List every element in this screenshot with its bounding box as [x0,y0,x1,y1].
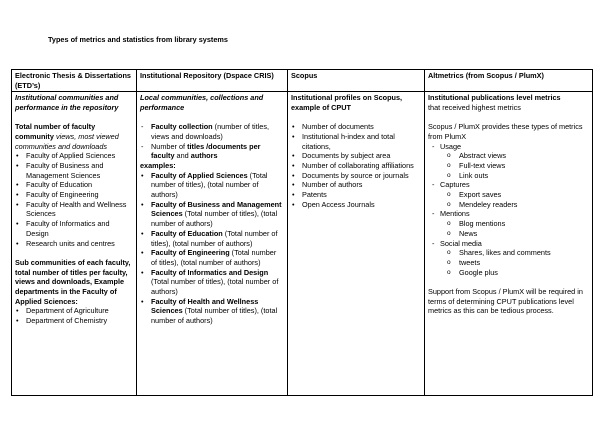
list-item: • Research units and centres [15,239,133,249]
list-item: o Export saves [428,190,589,200]
list-item: o Mendeley readers [428,200,589,210]
header-etd: Electronic Thesis & Dissertations (ETD’s) [12,70,137,92]
list-item: • Faculty of Applied Sciences [15,151,133,161]
altmetrics-paragraph-2: Support from Scopus / PlumX will be required in terms of determining CPUT publications level metrics as this can be tedious process. [428,287,583,316]
list-item: • Number of authors [291,180,421,190]
list-item: • Open Access Journals [291,200,421,210]
scopus-intro: Institutional profiles on Scopus, example of CPUT [291,93,403,112]
cell-etd [12,92,137,396]
altmetrics-intro-rest: that received highest metrics [428,102,521,112]
header-repository: Institutional Repository (Dspace CRIS) [137,70,288,92]
list-item: • Faculty of Informatics and Design [15,219,133,238]
list-item: - Mentions [428,209,589,219]
header-scopus: Scopus [288,70,425,92]
social-media-group [428,239,589,249]
list-item: • Faculty of Education [15,180,133,190]
repository-dash-list [140,122,284,161]
list-item: - Faculty collection (number of titles, views and downloads) [140,122,284,141]
altmetrics-paragraph-1: Scopus / PlumX provides these types of metrics from PlumX [428,122,583,141]
altmetrics-intro-bold: Institutional publications level metrics [428,93,561,102]
social-media-sub-list [428,248,589,277]
list-item: • Documents by subject area [291,151,421,161]
list-item: o News [428,229,589,239]
header-altmetrics: Altmetrics (from Scopus / PlumX) [425,70,593,92]
repository-faculty-list [140,171,284,326]
list-item: • Faculty of Business and Management Sciences [15,161,133,180]
content-row [12,92,593,396]
metrics-table [11,69,593,396]
list-item: • Faculty of Engineering [15,190,133,200]
list-item: • Faculty of Engineering (Total number of titles), (total number of authors) [140,248,284,267]
list-item: o Blog mentions [428,219,589,229]
etd-faculty-list [15,151,133,248]
list-item: • Faculty of Informatics and Design (Total number of titles), (total number of authors) [140,268,284,297]
list-item: - Captures [428,180,589,190]
repository-examples-label: examples: [140,160,176,170]
list-item: • Faculty of Health and Wellness Sciences (Total number of titles), (total number of authors) [140,297,284,326]
etd-department-list [15,306,133,325]
altmetrics-groups [428,142,589,152]
captures-group [428,180,589,190]
list-item: o Google plus [428,268,589,278]
list-item: • Faculty of Applied Sciences (Total number of titles), (total number of authors) [140,171,284,200]
cell-scopus [288,92,425,396]
list-item: • Number of collaborating affiliations [291,161,421,171]
repository-intro: Local communities, collections and performance [140,93,264,112]
list-item: - Social media [428,239,589,249]
list-item: • Faculty of Business and Management Sciences (Total number of titles), (total number of authors) [140,200,284,229]
etd-paragraph-1: Total number of faculty community views, most viewed communities and downloads [15,122,119,151]
list-item: - Usage [428,142,589,152]
list-item: • Faculty of Health and Wellness Sciences [15,200,133,219]
list-item: o Abstract views [428,151,589,161]
list-item: • Faculty of Education (Total number of titles), (total number of authors) [140,229,284,248]
list-item: • Patents [291,190,421,200]
list-item: o Shares, likes and comments [428,248,589,258]
etd-paragraph-2: Sub communities of each faculty, total number of titles per faculty, views and downloads, Example departments in the Faculty of Applied Sciences: [15,257,131,306]
list-item: • Institutional h-index and total citations, [291,132,421,151]
captures-sub-list [428,190,589,209]
list-item: - Number of titles /documents per faculty and authors [140,142,284,161]
list-item: • Number of documents [291,122,421,132]
list-item: • Department of Agriculture [15,306,133,316]
cell-altmetrics [425,92,593,396]
list-item: o Full-text views [428,161,589,171]
usage-sub-list [428,151,589,180]
list-item: • Documents by source or journals [291,171,421,181]
page-title: Types of metrics and statistics from library systems [48,35,228,44]
mentions-group [428,209,589,219]
header-row [12,70,593,92]
list-item: • Department of Chemistry [15,316,133,326]
cell-repository [137,92,288,396]
list-item: o Link outs [428,171,589,181]
etd-intro: Institutional communities and performance in the repository [15,93,119,112]
mentions-sub-list [428,219,589,238]
scopus-list [291,122,421,209]
list-item: o tweets [428,258,589,268]
